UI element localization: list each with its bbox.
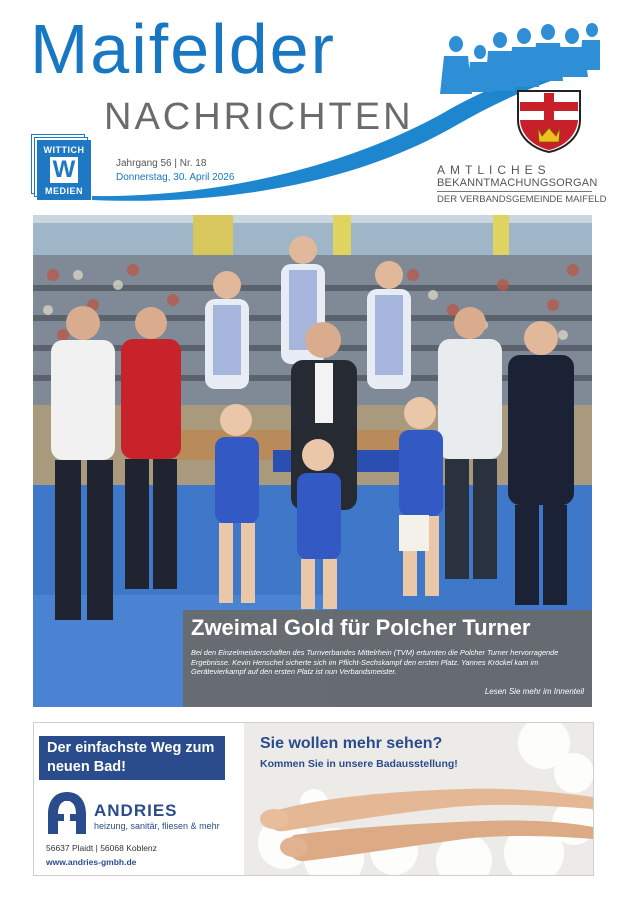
publisher-logo-mark: W: [52, 156, 76, 183]
publisher-name-top: WITTICH: [43, 145, 85, 155]
official-label-3: DER VERBANDSGEMEINDE MAIFELD: [437, 194, 607, 205]
ad-headline: Sie wollen mehr sehen?: [260, 735, 443, 752]
ad-subline: Kommen Sie in unsere Badausstellung!: [260, 758, 458, 770]
read-more-link[interactable]: Lesen Sie mehr im Innenteil: [484, 687, 584, 696]
advertisement-banner[interactable]: [33, 722, 594, 876]
issue-date: Donnerstag, 30. April 2026: [116, 172, 235, 183]
masthead-title: Maifelder: [30, 10, 336, 88]
ad-address: 56637 Plaidt | 56068 Koblenz: [46, 843, 157, 853]
publisher-name-bottom: MEDIEN: [44, 186, 83, 196]
publisher-logo: [31, 134, 91, 200]
official-label-1: AMTLICHES: [437, 163, 551, 177]
masthead-subtitle: NACHRICHTEN: [104, 96, 414, 138]
ad-brand-name: ANDRIES: [94, 801, 178, 820]
official-divider: [437, 191, 592, 192]
ad-left-panel: [34, 723, 244, 875]
people-silhouettes: [440, 23, 600, 94]
ad-services: heizung, sanitär, fliesen & mehr: [94, 821, 220, 831]
masthead: [0, 0, 625, 215]
official-label-2: BEKANNTMACHUNGSORGAN: [437, 177, 598, 189]
cover-story-box[interactable]: [183, 610, 592, 707]
cover-teaser: Bei den Einzelmeisterschaften des Turnverbandes Mittelrhein (TVM) erturnten die Polcher Turner hervorragende Ergebnisse. Kevin Henschel sicherte sich im Pflicht-Sechskampf den ersten Platz. Yannes Kröckel kam im Gerätevierkampf auf den ersten Platz ist nun Verbandsmeister.: [191, 648, 559, 677]
coat-of-arms-icon: [514, 88, 584, 154]
ad-website-link[interactable]: www.andries-gmbh.de: [46, 857, 137, 867]
cover-headline[interactable]: Zweimal Gold für Polcher Turner: [191, 615, 531, 640]
ad-slogan: Der einfachste Weg zum neuen Bad!: [39, 736, 225, 780]
issue-number: Jahrgang 56 | Nr. 18: [116, 158, 207, 169]
ad-right-panel: [244, 723, 593, 875]
andries-logo-icon: [46, 790, 88, 836]
